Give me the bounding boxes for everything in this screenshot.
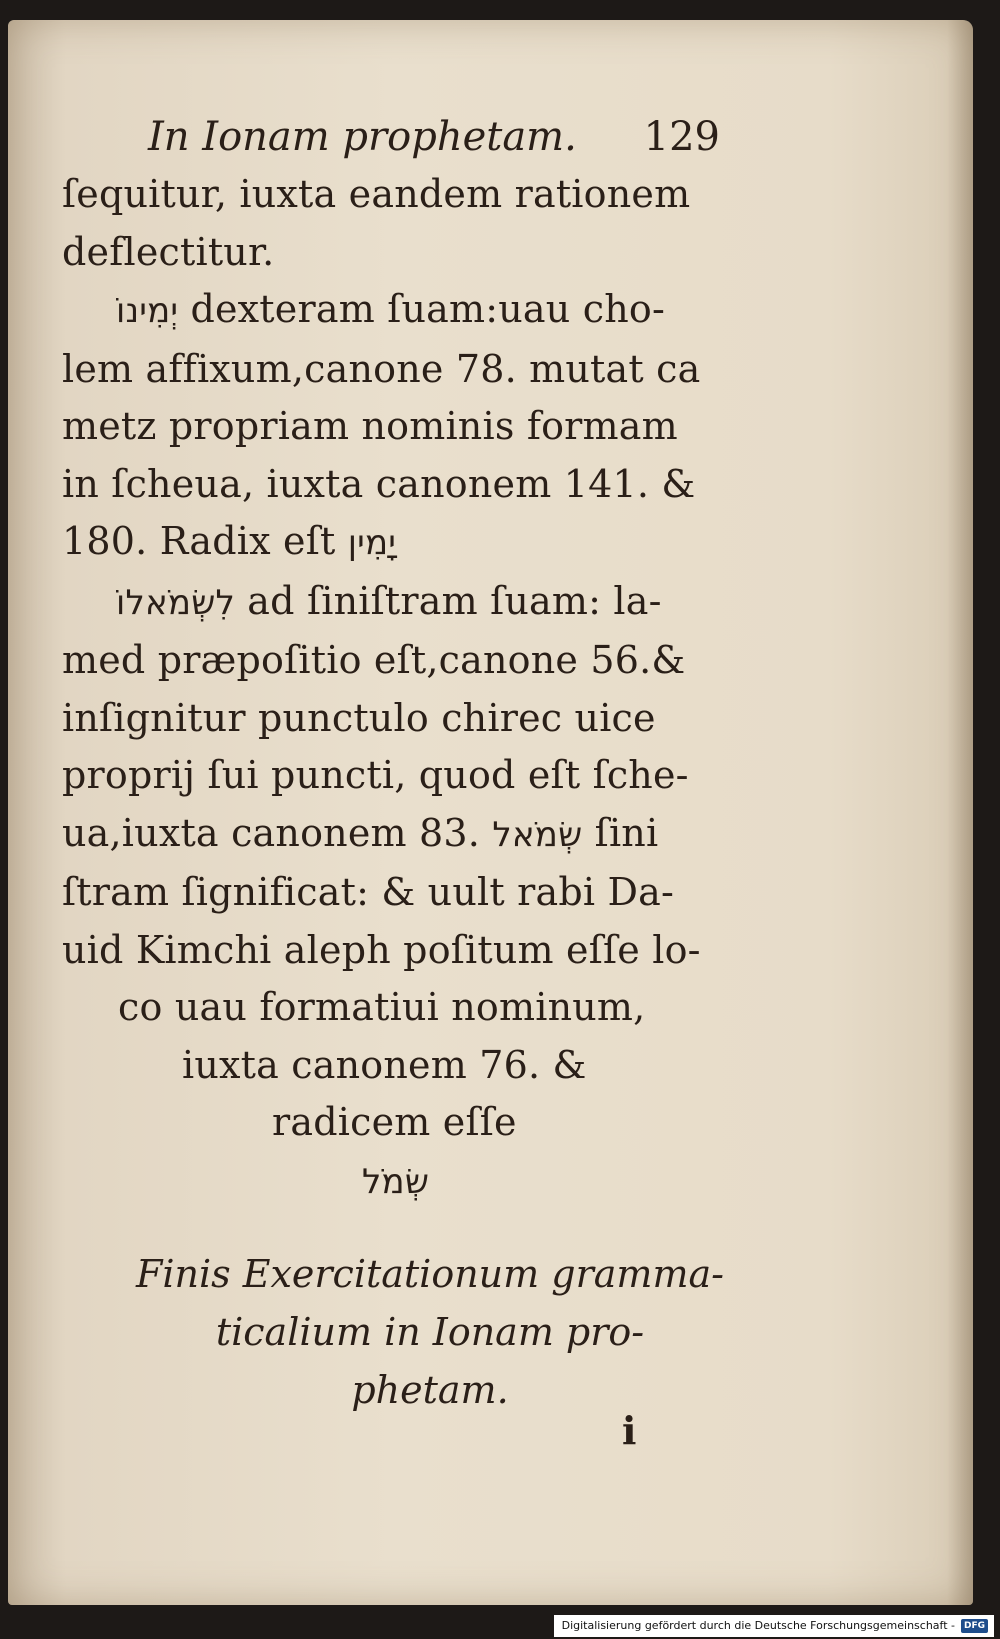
colophon-line: Finis Exercitationum gramma- (136, 1252, 724, 1296)
text-line: iuxta canonem 76. & (182, 1042, 587, 1087)
colophon (110, 1245, 750, 1419)
text-line (62, 805, 782, 865)
text-line: co uau formatiui nominum, (118, 985, 646, 1029)
hebrew-word: שְׂמֹל (362, 1161, 430, 1202)
text-line (62, 281, 782, 341)
text-span: ſini (582, 810, 659, 855)
signature-mark: i (622, 1408, 637, 1453)
hebrew-word: לִשְׂמֹאלוֹ (116, 582, 236, 623)
text-span: ad ſiniſtram ſuam: la- (235, 578, 662, 623)
text-line: med præpoſitio eſt,canone 56.& (62, 638, 686, 682)
page-edge-shadow (947, 20, 973, 1605)
page-number: 129 (643, 114, 720, 160)
hebrew-word: שְׂמֹאל (492, 814, 583, 855)
page-text (62, 108, 782, 1211)
text-span: ua,iuxta canonem 83. (62, 810, 493, 855)
text-line: lem affixum,canone 78. mutat ca (62, 346, 701, 391)
text-line: deflectitur. (62, 229, 275, 274)
text-line (62, 573, 782, 633)
colophon-line: phetam. (351, 1368, 509, 1412)
text-line: uid Kimchi aleph poſitum eſſe lo- (62, 927, 701, 972)
running-header (62, 108, 782, 166)
footer-text: Digitalisierung gefördert durch die Deutsche Forschungsgemeinschaft - (561, 1619, 955, 1632)
colophon-line: ticalium in Ionam pro- (215, 1310, 645, 1354)
dfg-logo-icon: DFG (961, 1619, 988, 1633)
hebrew-word: יְמִינוֹ (116, 291, 179, 331)
text-line (62, 1152, 782, 1212)
text-span: 180. Radix eſt (62, 519, 348, 563)
text-line: inſignitur punctulo chirec uice (62, 695, 656, 740)
text-line: proprij ſui puncti, quod eſt ſche- (62, 753, 689, 797)
text-line: radicem eſſe (272, 1100, 517, 1144)
digitization-footer (554, 1615, 994, 1637)
text-line: ſtram ſignificat: & uult rabi Da- (62, 870, 675, 914)
text-line: ſequitur, iuxta eandem rationem (62, 172, 691, 216)
hebrew-word: יָמִין (347, 523, 397, 563)
text-span: dexteram ſuam:uau cho- (178, 287, 665, 331)
text-line: metz propriam nominis formam (62, 404, 678, 448)
text-line: in ſcheua, iuxta canonem 141. & (62, 461, 696, 506)
text-line (62, 513, 782, 573)
running-title: In Ionam prophetam. (148, 114, 577, 160)
